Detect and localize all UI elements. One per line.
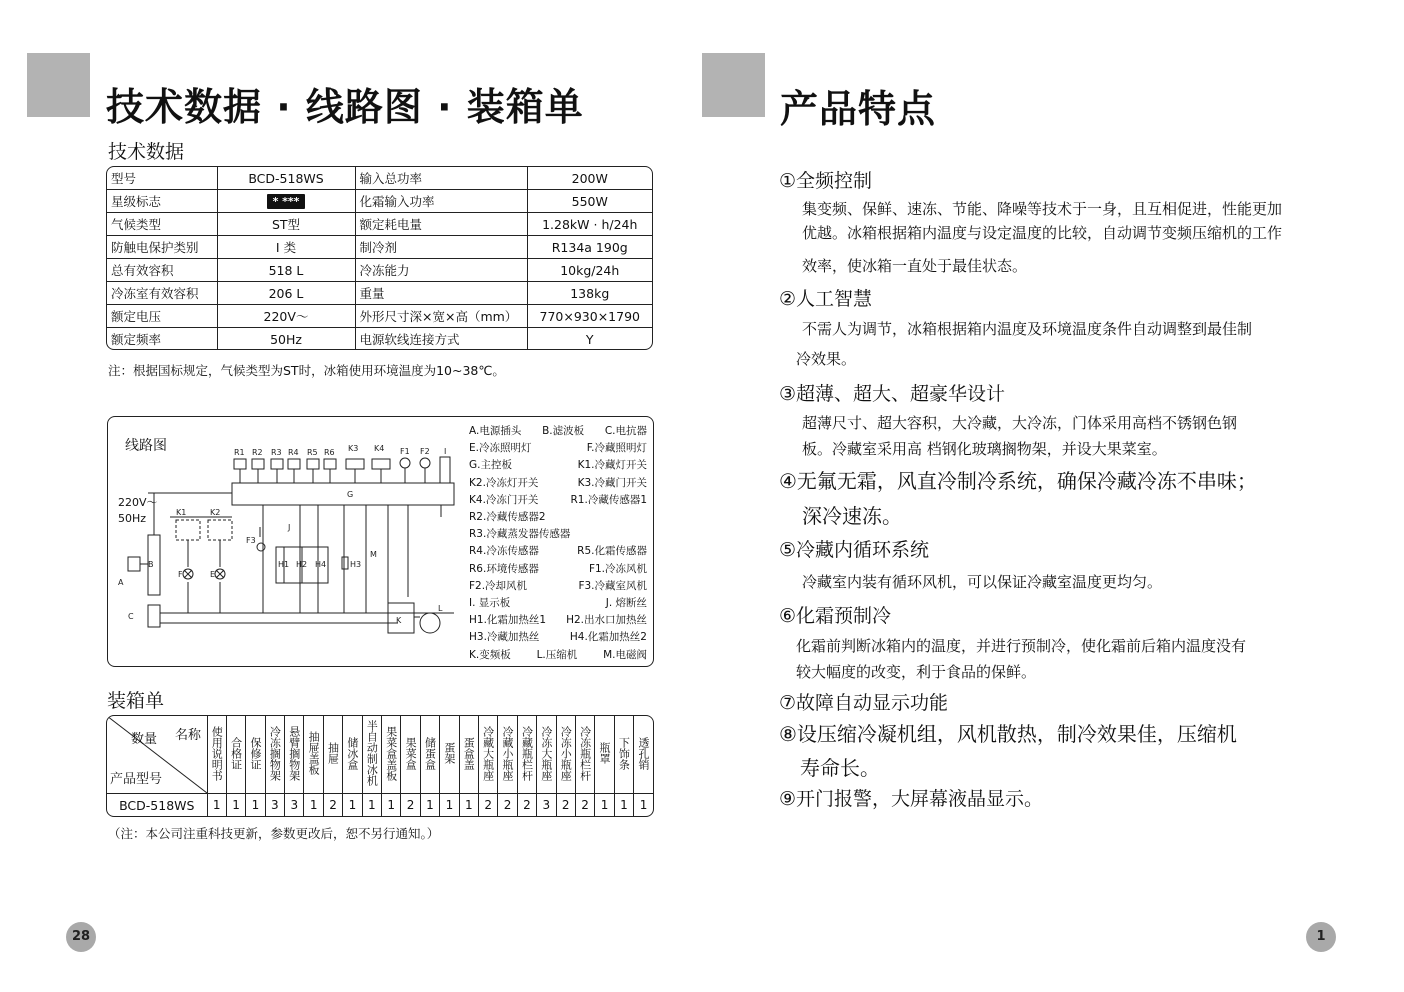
- packing-quantity: 1: [246, 794, 265, 816]
- spec-label: 电源软线连接方式: [355, 328, 527, 351]
- packing-quantity: 1: [595, 794, 614, 816]
- fan-f3: [257, 543, 265, 551]
- label-g: G: [347, 490, 354, 499]
- spec-row: [107, 305, 652, 328]
- packing-column-label: 储冰盒: [345, 736, 359, 770]
- packing-quantity: 1: [226, 794, 245, 816]
- legend-item: M.电磁阀: [603, 648, 647, 661]
- left-page-title: 技术数据 · 线路图 · 装箱单: [106, 85, 584, 129]
- packing-column-label: 冷藏小瓶座: [501, 725, 515, 781]
- wiring-schematic: [108, 417, 468, 666]
- spec-row: [107, 259, 652, 282]
- spec-label: 额定耗电量: [355, 213, 527, 236]
- packing-column-header: [207, 716, 226, 794]
- spec-value: [217, 190, 355, 213]
- legend-item: F1.冷冻风机: [588, 562, 647, 575]
- header-model: 产品型号: [110, 772, 163, 787]
- label-k: K: [396, 616, 402, 625]
- legend-item: K4.冷冻门开关: [469, 493, 539, 506]
- packing-column-label: 合格证: [229, 736, 243, 770]
- packing-column-label: 冷冻搁物架: [268, 725, 282, 781]
- packing-column-header: [459, 716, 478, 794]
- feature-text-line: 效率，使冰箱一直处于最佳状态。: [802, 257, 1028, 275]
- packing-table: [107, 716, 653, 816]
- packing-column-header: [382, 716, 401, 794]
- tech-section-title: 技术数据: [108, 141, 185, 163]
- packing-quantity: 1: [440, 794, 459, 816]
- feature-text-line: 冷藏室内装有循环风机，可以保证冷藏室温度更均匀。: [802, 573, 1163, 591]
- spec-label: 冷冻能力: [355, 259, 527, 282]
- packing-column-header: [226, 716, 245, 794]
- packing-column-header: [575, 716, 594, 794]
- legend-line: [469, 423, 647, 438]
- legend-item: H1.化霜加热丝1: [469, 614, 547, 627]
- packing-section-title: 装箱单: [107, 690, 165, 712]
- packing-column-label: 冷藏瓶栏杆: [520, 725, 534, 781]
- legend-item: H2.出水口加热丝: [566, 614, 647, 627]
- packing-column-header: [498, 716, 517, 794]
- legend-item: K1.冷藏灯开关: [577, 459, 647, 472]
- spec-label: 制冷剂: [355, 236, 527, 259]
- spec-label: 输入总功率: [355, 167, 527, 190]
- label-l: L: [438, 604, 443, 613]
- spec-value: 550W: [527, 190, 652, 213]
- feature-heading: ④无氟无霜，风直冷制冷系统，确保冷藏冷冻不串味；: [779, 469, 1257, 493]
- spec-row: [107, 236, 652, 259]
- label-h3: H3: [350, 560, 362, 569]
- legend-item: H3.冷藏加热丝: [469, 631, 540, 644]
- right-page-title: 产品特点: [780, 87, 937, 131]
- label-f2: F2: [420, 447, 430, 456]
- packing-column-header: [537, 716, 556, 794]
- packing-column-label: 储蛋盒: [423, 736, 437, 770]
- feature-heading: ⑥化霜预制冷: [779, 605, 892, 627]
- wiring-voltage: 220V～: [118, 496, 158, 509]
- packing-column-header: [362, 716, 381, 794]
- packing-column-label: 冷冻大瓶座: [539, 725, 553, 781]
- switch-k2: [208, 520, 232, 540]
- feature-text-line: 优越。冰箱根据箱内温度与设定温度的比较，自动调节变频压缩机的工作: [802, 224, 1283, 242]
- wiring-title: 线路图: [125, 438, 167, 454]
- packing-column-label: 果菜盒盖板: [384, 725, 398, 781]
- feature-heading: ⑧设压缩冷凝机组，风机散热，制冷效果佳，压缩机: [779, 722, 1237, 746]
- label-b: B: [148, 560, 154, 569]
- spec-row: [107, 328, 652, 351]
- packing-quantity: 1: [343, 794, 362, 816]
- packing-column-header: [614, 716, 633, 794]
- feature-text-line: 冷效果。: [796, 350, 857, 368]
- legend-item: R4.冷冻传感器: [469, 545, 539, 558]
- packing-column-header: [285, 716, 304, 794]
- spec-label: 额定电压: [107, 305, 217, 328]
- packing-column-label: 半自动制冰机: [365, 720, 379, 787]
- sensor-blocks: [234, 457, 450, 483]
- legend-item: F.冷藏照明灯: [586, 442, 647, 455]
- header-name: 名称: [175, 728, 202, 743]
- feature-heading: ①全频控制: [779, 170, 873, 192]
- label-k1: K1: [176, 508, 187, 517]
- label-r6: R6: [324, 448, 335, 457]
- spec-value: 50Hz: [217, 328, 355, 351]
- packing-quantity: 1: [207, 794, 226, 816]
- label-m: M: [370, 550, 377, 559]
- wiring-frequency: 50Hz: [118, 512, 147, 525]
- spec-value: 220V～: [217, 305, 355, 328]
- spec-note: 注：根据国标规定，气候类型为ST时，冰箱使用环境温度为10~38℃。: [108, 363, 505, 378]
- star-rating-badge: * ***: [267, 194, 306, 209]
- packing-column-label: 抽屉盖板: [307, 731, 321, 776]
- feature-text-line: 较大幅度的改变，利于食品的保鲜。: [796, 663, 1037, 681]
- switch-k1: [176, 520, 200, 540]
- label-r5: R5: [307, 448, 318, 457]
- packing-column-label: 透孔销: [637, 736, 651, 770]
- spec-table-box: [106, 166, 653, 350]
- header-qty: 数量: [131, 732, 158, 747]
- wiring-diagram-box: [107, 416, 654, 667]
- label-k2: K2: [210, 508, 221, 517]
- spec-value: BCD-518WS: [217, 167, 355, 190]
- packing-quantity: 1: [634, 794, 653, 816]
- legend-item: R1.冷藏传感器1: [570, 493, 647, 506]
- footer-note: （注：本公司注重科技更新，参数更改后，恕不另行通知。）: [108, 826, 440, 841]
- legend-item: K.变频板: [469, 648, 511, 661]
- spec-value: 138kg: [527, 282, 652, 305]
- label-j: J: [288, 523, 291, 532]
- compressor-l: [420, 613, 440, 633]
- feature-text-line: 寿命长。: [800, 756, 880, 780]
- legend-item: F2.冷却风机: [469, 579, 528, 592]
- packing-quantity: 2: [498, 794, 517, 816]
- packing-quantity: 2: [478, 794, 497, 816]
- legend-line: [469, 647, 647, 662]
- packing-column-header: [478, 716, 497, 794]
- legend-line: [469, 595, 647, 610]
- legend-line: [469, 526, 647, 541]
- packing-table-box: [106, 715, 654, 817]
- packing-quantity: 3: [265, 794, 284, 816]
- legend-item: H4.化霜加热丝2: [569, 631, 647, 644]
- label-r2: R2: [252, 448, 263, 457]
- packing-quantity: 1: [614, 794, 633, 816]
- packing-column-header: [343, 716, 362, 794]
- packing-quantity: 2: [517, 794, 536, 816]
- label-f3: F3: [246, 536, 256, 545]
- feature-text-line: 集变频、保鲜、速冻、节能、降噪等技术于一身，且互相促进，性能更加: [802, 200, 1283, 218]
- legend-line: [469, 612, 647, 627]
- packing-column-label: 冷冻小瓶座: [559, 725, 573, 781]
- legend-line: [469, 492, 647, 507]
- legend-line: [469, 629, 647, 644]
- packing-quantity: 2: [401, 794, 420, 816]
- label-r3: R3: [271, 448, 282, 457]
- spec-value: 518 L: [217, 259, 355, 282]
- packing-column-label: 果菜盒: [404, 736, 418, 770]
- legend-line: [469, 578, 647, 593]
- right-page-number: 1: [1306, 922, 1336, 952]
- spec-value: ST型: [217, 213, 355, 236]
- packing-column-header: [265, 716, 284, 794]
- label-c: C: [128, 612, 134, 621]
- spec-row: [107, 282, 652, 305]
- legend-line: [469, 475, 647, 490]
- feature-text-line: 深冷速冻。: [802, 504, 902, 528]
- packing-quantity: 1: [420, 794, 439, 816]
- spec-label: 外形尺寸深×宽×高（mm）: [355, 305, 527, 328]
- label-h4: H4: [315, 560, 327, 569]
- legend-item: F3.冷藏室风机: [578, 579, 647, 592]
- spec-value: 206 L: [217, 282, 355, 305]
- spec-label: 防触电保护类别: [107, 236, 217, 259]
- packing-column-label: 蛋架: [442, 742, 456, 765]
- feature-heading: ②人工智慧: [779, 288, 873, 310]
- label-k3: K3: [348, 444, 359, 453]
- spec-label: 型号: [107, 167, 217, 190]
- legend-item: G.主控板: [469, 459, 512, 472]
- legend-item: R6.环境传感器: [469, 562, 539, 575]
- packing-model-cell: BCD-518WS: [107, 794, 207, 816]
- packing-quantity: 2: [323, 794, 342, 816]
- legend-item: B.滤波板: [542, 425, 585, 437]
- wiring-legend: [469, 423, 647, 663]
- label-h1: H1: [278, 560, 290, 569]
- spec-label: 额定频率: [107, 328, 217, 351]
- feature-heading: ③超薄、超大、超豪华设计: [779, 383, 1006, 405]
- label-r1: R1: [234, 448, 245, 457]
- label-r4: R4: [288, 448, 299, 457]
- left-page-number: 28: [66, 922, 96, 952]
- label-k4: K4: [374, 444, 385, 453]
- feature-text-line: 板。冷藏室采用高 档钢化玻璃搁物架，并设大果菜室。: [802, 440, 1167, 458]
- legend-line: [469, 509, 647, 524]
- spec-label: 星级标志: [107, 190, 217, 213]
- packing-column-label: 下饰条: [617, 736, 631, 770]
- label-a: A: [118, 578, 124, 587]
- label-f1: F1: [400, 447, 410, 456]
- legend-item: A.电源插头: [469, 425, 522, 437]
- legend-item: R3.冷藏蒸发器传感器: [469, 528, 571, 541]
- packing-column-header: [420, 716, 439, 794]
- packing-column-header: [304, 716, 323, 794]
- spec-value: Y: [527, 328, 652, 351]
- packing-column-header: [634, 716, 653, 794]
- spec-label: 冷冻室有效容积: [107, 282, 217, 305]
- packing-quantity: 3: [537, 794, 556, 816]
- feature-heading: ⑨开门报警，大屏幕液晶显示。: [779, 788, 1044, 810]
- packing-column-header: [517, 716, 536, 794]
- feature-text-line: 化霜前判断冰箱内的温度，并进行预制冷，使化霜前后箱内温度没有: [796, 637, 1247, 655]
- packing-header-cell: [107, 716, 207, 794]
- packing-quantity: 1: [304, 794, 323, 816]
- packing-column-label: 保修证: [248, 736, 262, 770]
- spec-value: R134a 190g: [527, 236, 652, 259]
- packing-column-label: 冷藏大瓶座: [481, 725, 495, 781]
- feature-text-line: 不需人为调节，冰箱根据箱内温度及环境温度条件自动调整到最佳制: [802, 320, 1253, 338]
- legend-item: K2.冷冻灯开关: [469, 476, 539, 489]
- reactor-c: [148, 605, 160, 627]
- packing-column-label: 冷冻瓶栏杆: [578, 725, 592, 781]
- packing-column-label: 蛋盒盖: [462, 736, 476, 770]
- label-h2: H2: [296, 560, 308, 569]
- packing-column-header: [323, 716, 342, 794]
- packing-quantity: 1: [362, 794, 381, 816]
- legend-item: R5.化霜传感器: [577, 545, 647, 558]
- label-e: E: [210, 570, 216, 579]
- spec-row: [107, 213, 652, 236]
- spec-label: 气候类型: [107, 213, 217, 236]
- packing-column-header: [595, 716, 614, 794]
- legend-item: L.压缩机: [536, 648, 578, 661]
- feature-text-line: 超薄尺寸、超大容积，大冷藏，大冷冻，门体采用高档不锈钢色钢: [802, 414, 1238, 432]
- spec-label: 总有效容积: [107, 259, 217, 282]
- legend-item: E.冷冻照明灯: [469, 442, 532, 455]
- legend-line: [469, 457, 647, 472]
- label-i: I: [444, 447, 447, 456]
- spec-value: 10kg/24h: [527, 259, 652, 282]
- packing-column-label: 悬臂搁物架: [287, 725, 301, 781]
- spec-value: Ⅰ 类: [217, 236, 355, 259]
- packing-column-header: [556, 716, 575, 794]
- spec-label: 化霜输入功率: [355, 190, 527, 213]
- packing-column-label: 使用说明书: [210, 725, 224, 781]
- packing-quantity: 1: [382, 794, 401, 816]
- spec-row: [107, 167, 652, 190]
- packing-column-label: 抽屉: [326, 742, 340, 765]
- feature-heading: ⑤冷藏内循环系统: [779, 539, 930, 561]
- legend-item: C.电抗器: [604, 425, 647, 437]
- packing-column-header: [246, 716, 265, 794]
- packing-column-header: [440, 716, 459, 794]
- spec-value: 1.28kW · h/24h: [527, 213, 652, 236]
- packing-quantity: 3: [285, 794, 304, 816]
- legend-item: K3.冷藏门开关: [577, 476, 647, 489]
- feature-heading: ⑦故障自动显示功能: [779, 692, 949, 714]
- spec-value: 200W: [527, 167, 652, 190]
- right-header-block: [702, 53, 765, 117]
- legend-item: I. 显示板: [469, 597, 511, 609]
- label-f: F: [178, 570, 183, 579]
- component-label-group: [118, 444, 446, 625]
- legend-line: [469, 440, 647, 455]
- spec-label: 重量: [355, 282, 527, 305]
- legend-item: J. 熔断丝: [605, 597, 647, 609]
- spec-table: [107, 167, 652, 350]
- legend-item: R2.冷藏传感器2: [469, 511, 546, 523]
- spec-row: [107, 190, 652, 213]
- legend-line: [469, 543, 647, 558]
- legend-line: [469, 561, 647, 576]
- packing-quantity: 2: [556, 794, 575, 816]
- spec-value: 770×930×1790: [527, 305, 652, 328]
- main-board-g: [232, 483, 454, 505]
- packing-quantity: 2: [575, 794, 594, 816]
- packing-column-header: [401, 716, 420, 794]
- left-header-block: [27, 53, 90, 117]
- packing-quantity: 1: [459, 794, 478, 816]
- packing-column-label: 瓶罩: [598, 742, 611, 765]
